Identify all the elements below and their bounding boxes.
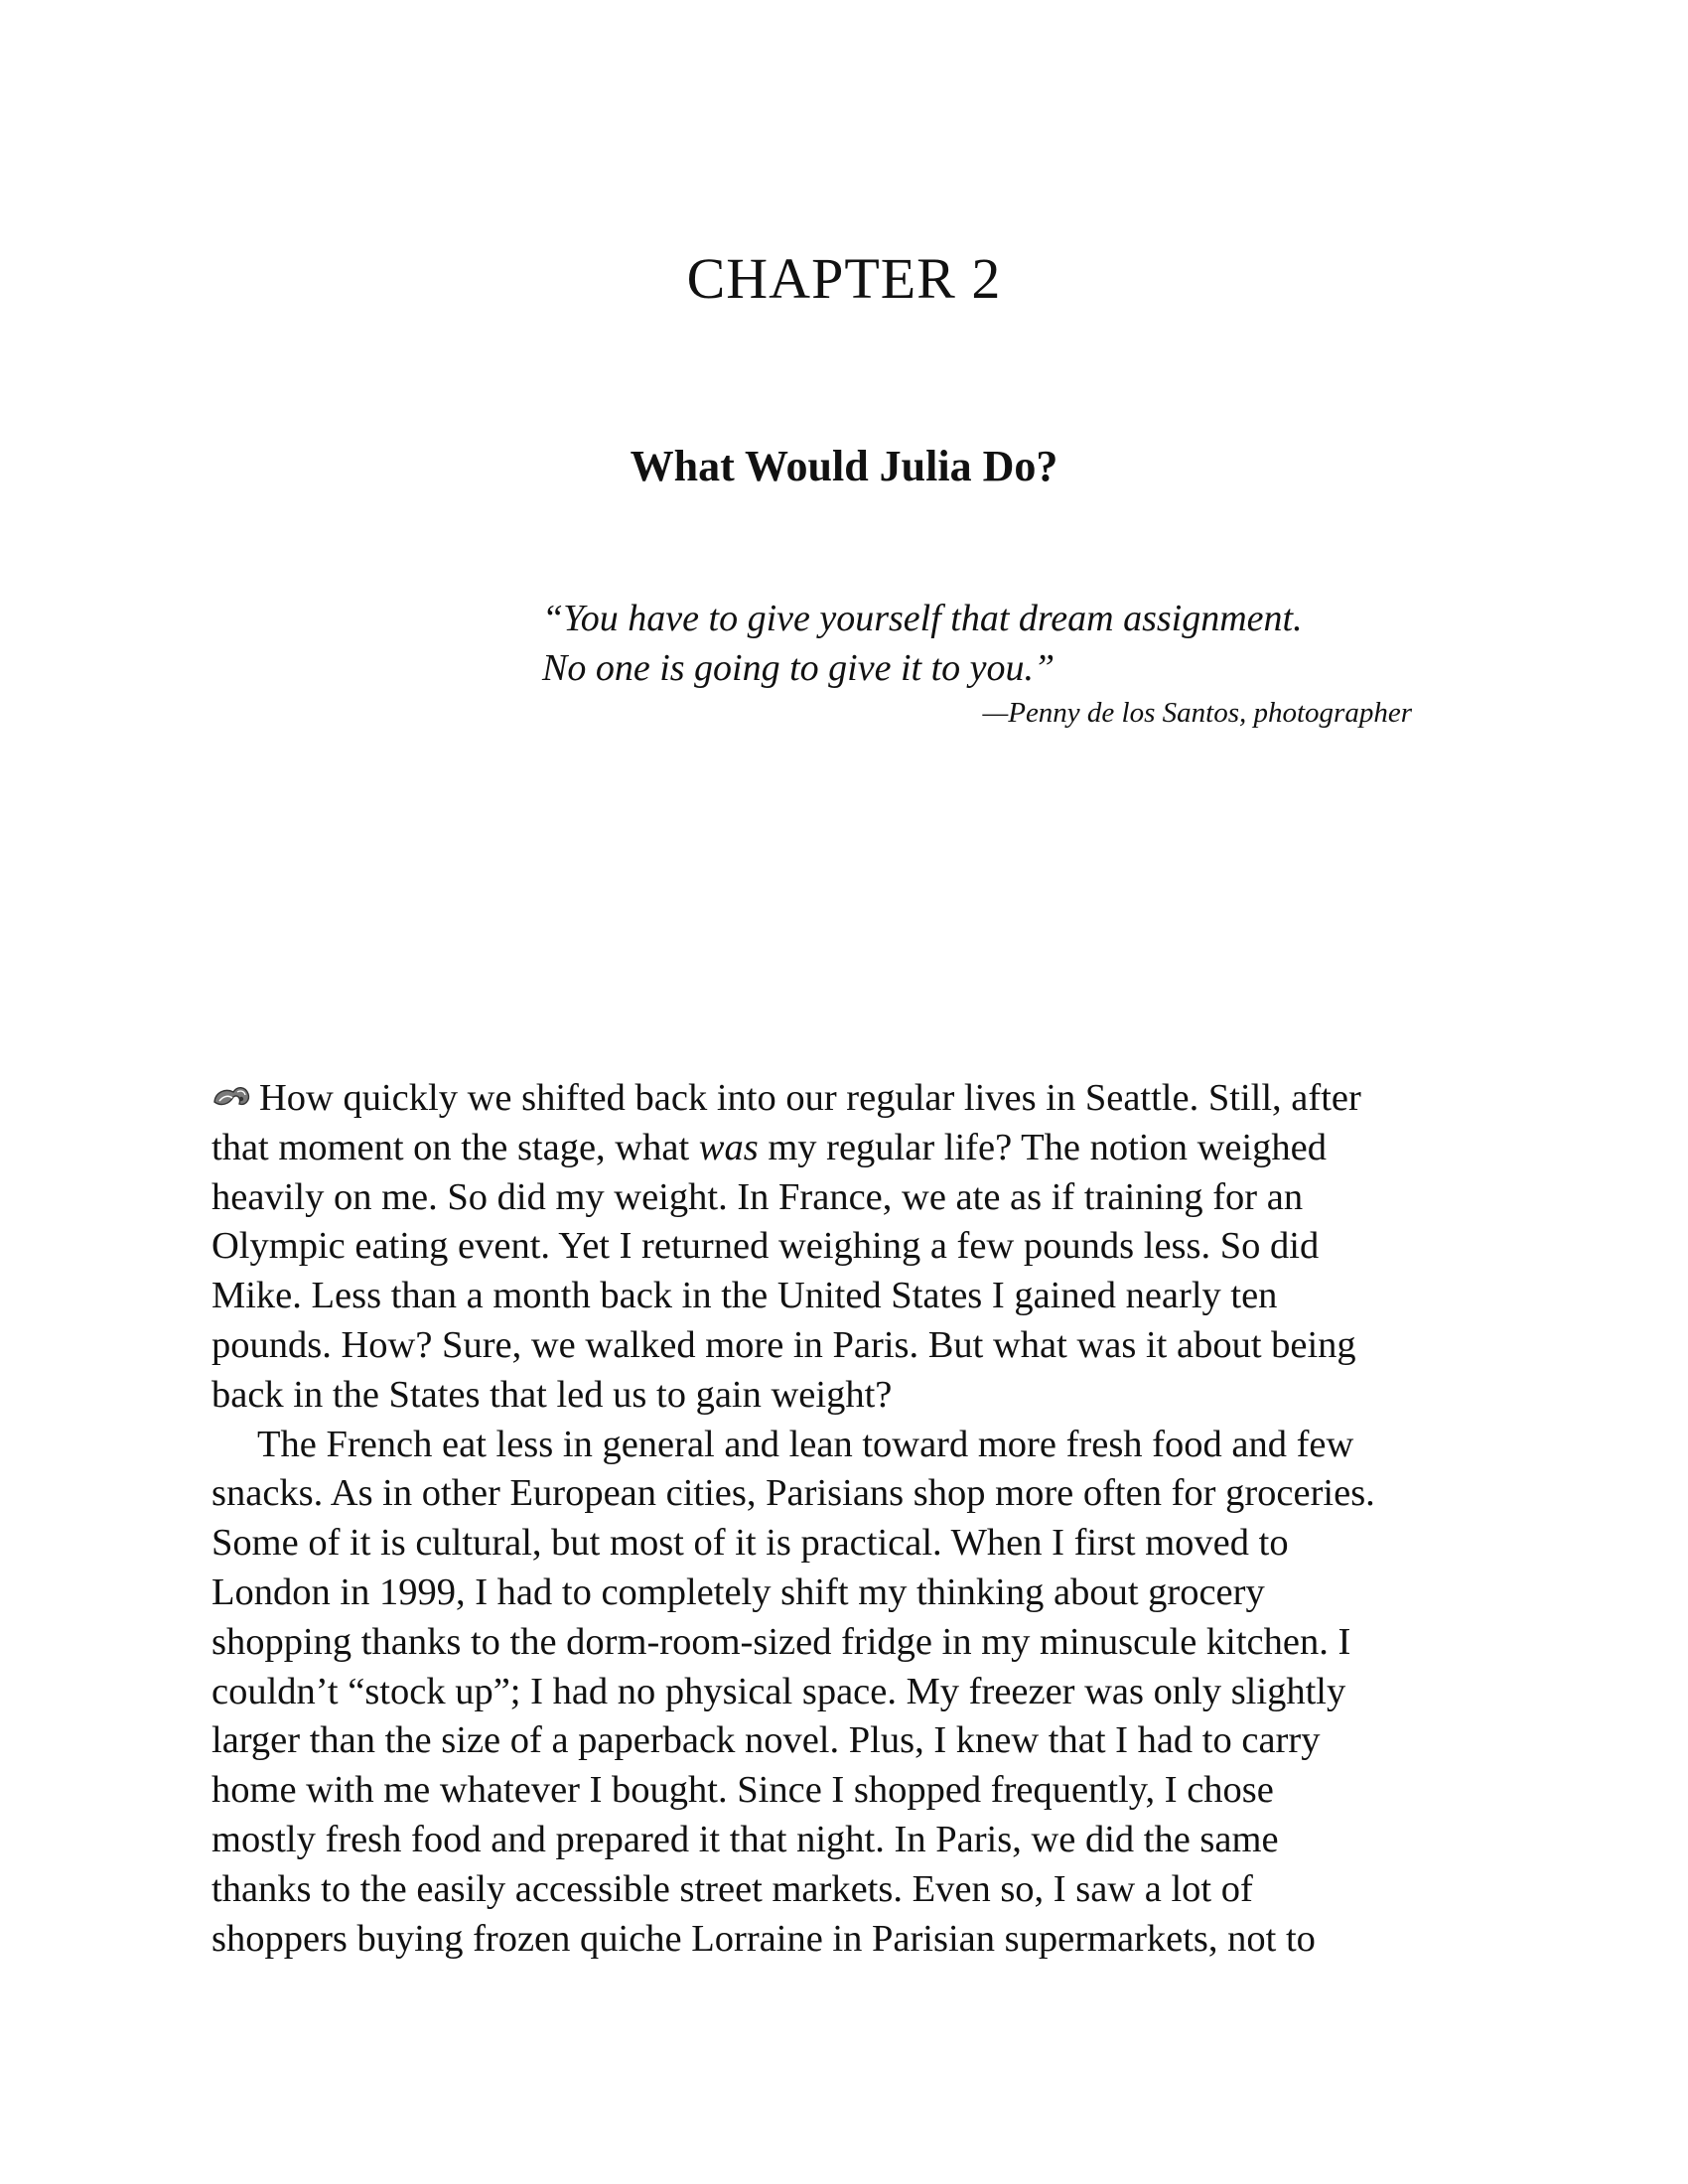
text-line	[211, 1124, 1492, 1173]
epigraph	[542, 594, 1436, 729]
text-line: The French eat less in general and lean toward more fresh food and few	[257, 1423, 1354, 1465]
text-line: London in 1999, I had to completely shift my thinking about grocery	[211, 1570, 1265, 1613]
epigraph-line: No one is going to give it to you.”	[542, 647, 1055, 689]
text-line: Olympic eating event. Yet I returned weighing a few pounds less. So did	[211, 1225, 1320, 1268]
text-line: pounds. How? Sure, we walked more in Paris. But what was it about being	[211, 1323, 1356, 1366]
line-text: How quickly we shifted back into our regular lives in Seattle. Still, after	[259, 1077, 1361, 1119]
epigraph-line: “You have to give yourself that dream assignment.	[542, 598, 1303, 639]
text-line	[211, 1074, 1492, 1124]
line-text: that moment on the stage, what	[211, 1126, 699, 1168]
chapter-number: CHAPTER 2	[686, 246, 1002, 311]
paragraph-2	[211, 1421, 1492, 1965]
text-line: home with me whatever I bought. Since I shopped frequently, I chose	[211, 1769, 1274, 1812]
text-line: shoppers buying frozen quiche Lorraine in Parisian supermarkets, not to	[211, 1917, 1316, 1960]
text-line: larger than the size of a paperback novel. Plus, I knew that I had to carry	[211, 1719, 1321, 1762]
text-line: thanks to the easily accessible street markets. Even so, I saw a lot of	[211, 1867, 1253, 1910]
fleuron-icon	[211, 1082, 251, 1112]
text-line: couldn’t “stock up”; I had no physical space. My freezer was only slightly	[211, 1670, 1346, 1712]
text-line: back in the States that led us to gain weight?	[211, 1373, 893, 1416]
epigraph-attribution: —Penny de los Santos, photographer	[982, 697, 1412, 729]
text-line: heavily on me. So did my weight. In France, we ate as if training for an	[211, 1175, 1304, 1218]
text-line: mostly fresh food and prepared it that night. In Paris, we did the same	[211, 1818, 1279, 1860]
emphasis-text: was	[698, 1126, 759, 1168]
line-text: my regular life? The notion weighed	[758, 1126, 1328, 1168]
text-line: snacks. As in other European cities, Parisians shop more often for groceries.	[211, 1472, 1375, 1515]
chapter-title: What Would Julia Do?	[630, 442, 1058, 490]
body-text	[211, 1074, 1492, 1964]
text-line: Mike. Less than a month back in the United States I gained nearly ten	[211, 1275, 1278, 1317]
text-line: shopping thanks to the dorm-room-sized fridge in my minuscule kitchen. I	[211, 1620, 1351, 1663]
paragraph-1	[211, 1074, 1492, 1421]
text-line: Some of it is cultural, but most of it is practical. When I first moved to	[211, 1522, 1289, 1565]
